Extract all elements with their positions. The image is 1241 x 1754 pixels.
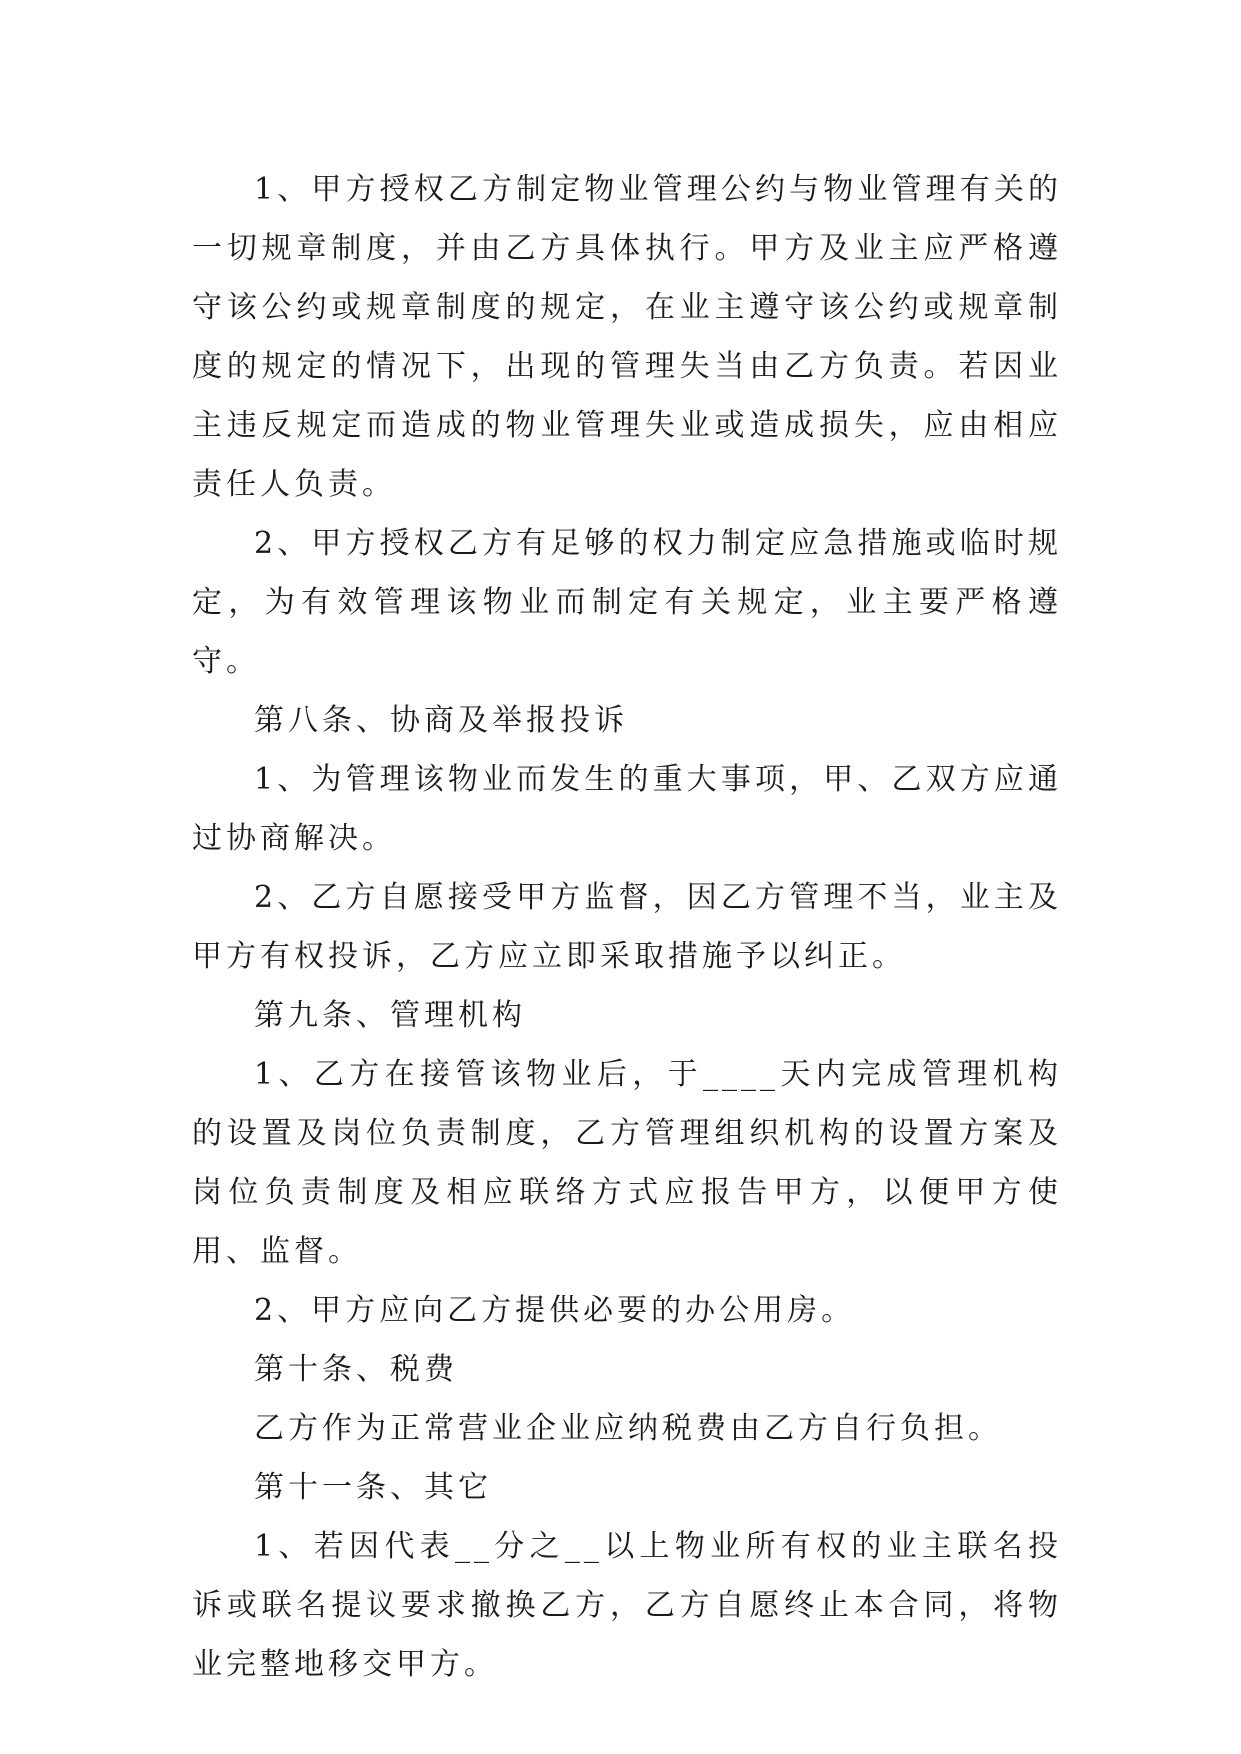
paragraph-major-matters: 1、为管理该物业而发生的重大事项，甲、乙双方应通过协商解决。 [192, 762, 1062, 856]
paragraph-supervision: 2、乙方自愿接受甲方监督，因乙方管理不当，业主及甲方有权投诉，乙方应立即采取措施予以纠正。 [192, 880, 1062, 974]
article-11-heading: 第十一条、其它 [254, 1470, 492, 1505]
document-body [192, 160, 1062, 1694]
paragraph-authorization-rules: 1、甲方授权乙方制定物业管理公约与物业管理有关的一切规章制度，并由乙方具体执行。甲方及业主应严格遵守该公约或规章制度的规定，在业主遵守该公约或规章制度的规定的情况下，出现的管理失当由乙方负责。若因业主违反规定而造成的物业管理失业或造成损失，应由相应责任人负责。 [192, 172, 1062, 502]
article-10-heading: 第十条、税费 [254, 1352, 458, 1387]
paragraph-termination: 1、若因代表__分之__以上物业所有权的业主联名投诉或联名提议要求撤换乙方，乙方自愿终止本合同，将物业完整地移交甲方。 [192, 1529, 1062, 1682]
article-8-heading: 第八条、协商及举报投诉 [254, 703, 628, 738]
paragraph-office-space: 2、甲方应向乙方提供必要的办公用房。 [254, 1293, 856, 1328]
paragraph-taxes: 乙方作为正常营业企业应纳税费由乙方自行负担。 [254, 1411, 1002, 1446]
paragraph-emergency-measures: 2、甲方授权乙方有足够的权力制定应急措施或临时规定，为有效管理该物业而制定有关规定，业主要严格遵守。 [192, 526, 1062, 679]
article-9-heading: 第九条、管理机构 [254, 998, 526, 1033]
paragraph-management-setup: 1、乙方在接管该物业后，于____天内完成管理机构的设置及岗位负责制度，乙方管理组织机构的设置方案及岗位负责制度及相应联络方式应报告甲方，以便甲方使用、监督。 [192, 1057, 1062, 1269]
